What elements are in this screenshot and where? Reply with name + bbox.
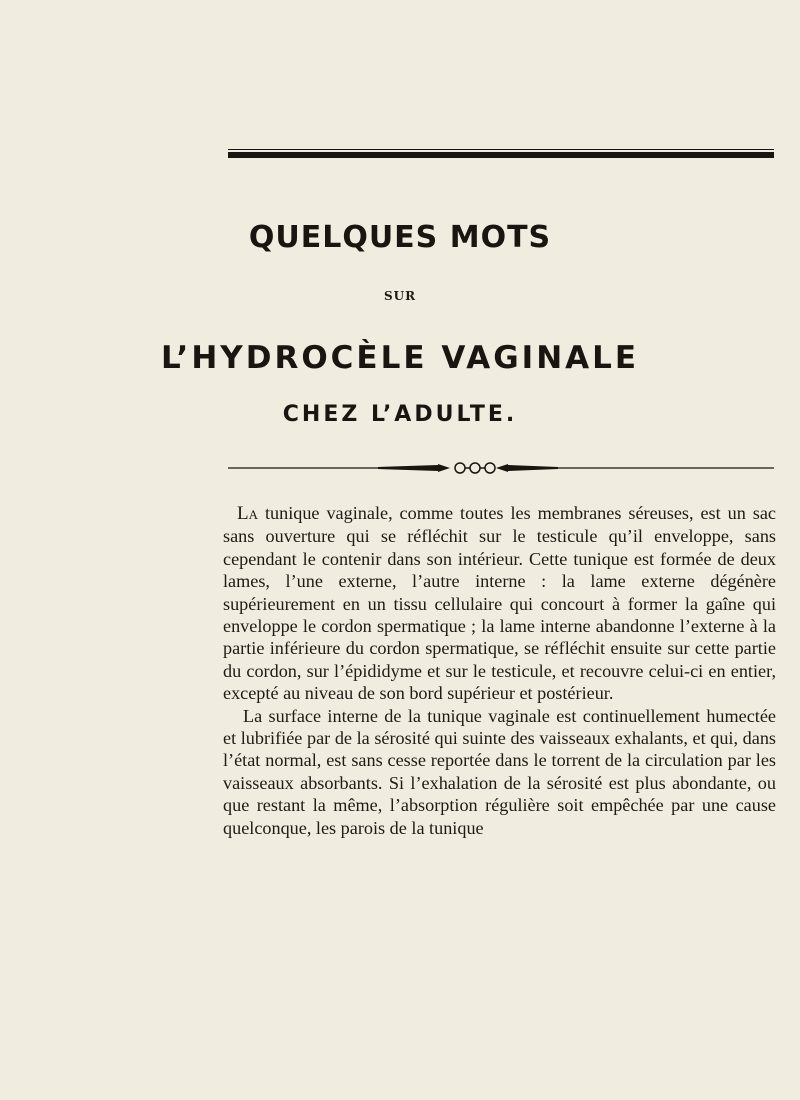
title-preposition: SUR	[383, 289, 417, 303]
paragraph-dropword: La	[237, 503, 258, 524]
paragraph-2: La surface interne de la tunique vaginale est continuellement humectée et lubrifiée par de la sérosité qui suinte des vaisseaux exhalants, et qui, dans l’état normal, est sans cesse reportée dans le torrent de la circulation par les vaisseaux absorbants. Si l’exhalation de la sérosité est plus abondante, ou que restant la même, l’absorption régulière soit empêchée par une cause quelconque, les parois de la tunique	[223, 705, 776, 838]
main-title: QUELQUES MOTS	[248, 220, 552, 255]
subject-title: L’HYDROCÈLE VAGINALE	[160, 340, 640, 376]
qualifier-title: CHEZ L’ADULTE.	[282, 402, 518, 427]
paragraph-1-text: tunique vaginale, comme toutes les membranes séreuses, est un sac sans ouverture qui se réfléchit sur le testicule qu’il enveloppe, sans cependant le contenir dans son intérieur. Cette tunique est formée de deux lames, l’une externe, l’autre interne : la lame externe dégénère supérieurement en un tissu cellulaire qui concourt à former la gaîne qui enveloppe le cordon spermatique ; la lame interne abandonne l’externe à la partie inférieure du cordon spermatique, se réfléchit ensuite sur cette partie du cordon, sur l’épididyme et sur le testicule, et recouvre celui-ci en entier, excepté au niveau de son bord supérieur et postérieur.	[223, 503, 776, 704]
paragraph-1	[223, 502, 776, 705]
top-rule	[228, 152, 774, 158]
ornament-divider	[228, 458, 774, 478]
body-text	[223, 502, 776, 839]
